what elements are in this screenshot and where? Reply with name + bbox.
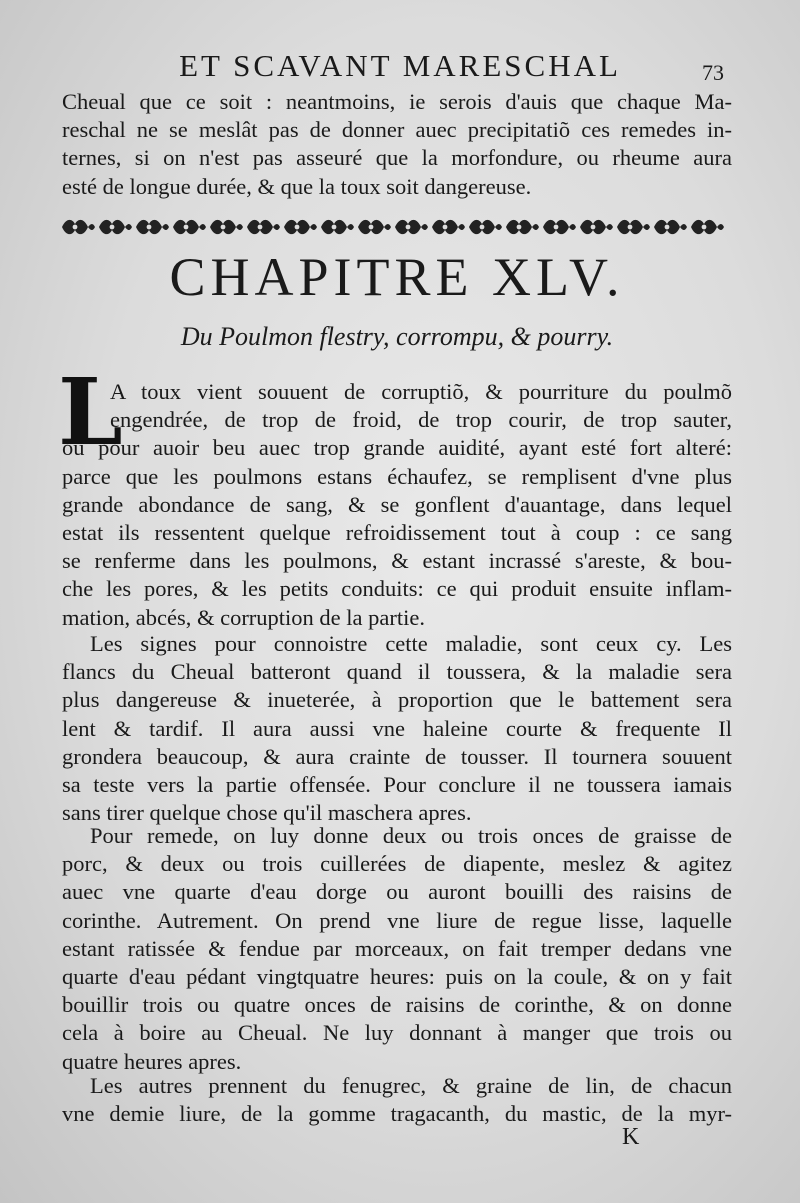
page-number: 73 (702, 60, 724, 85)
text-line: vne demie liure, de la gomme tragacanth, du mastic, de la myr- (62, 1101, 732, 1127)
paragraph-2 (62, 630, 732, 827)
fleuron-icon (136, 220, 169, 234)
text-line: Les autres prennent du fenugrec, & graine de lin, de chacun (90, 1073, 732, 1098)
text-line: A toux vient souuent de corruptiõ, & pourriture du poulmõ (110, 379, 732, 404)
paragraph-4 (62, 1072, 732, 1128)
fleuron-icon (543, 220, 576, 234)
text-line: lent & tardif. Il aura aussi vne haleine courte & frequente Il (62, 715, 732, 741)
text-line: bouillir trois ou quatre onces de raisins de corinthe, & on donne (62, 992, 732, 1018)
paragraph-1 (62, 378, 732, 632)
chapter-subtitle: Du Poulmon flestry, corrompu, & pourry. (180, 322, 614, 351)
carry-over-paragraph (62, 88, 732, 201)
fleuron-icon (173, 220, 206, 234)
text-line: ternes, si on n'est pas asseuré que la morfondure, ou rheume aura (62, 145, 732, 171)
text-line: auec vne quarte d'eau dorge ou auront bouilli des raisins de (62, 879, 732, 905)
running-head: ET SCAVANT MARESCHAL (179, 48, 621, 83)
fleuron-icon (284, 220, 317, 234)
text-line: ou pour auoir beu auec trop grande auidité, ayant esté fort alteré: (62, 435, 732, 461)
text-line: mation, abcés, & corruption de la partie. (62, 604, 425, 630)
fleuron-icon (469, 220, 502, 234)
fleuron-icon (506, 220, 539, 234)
paragraph-3 (62, 822, 732, 1076)
text-line: corinthe. Autrement. On prend vne liure de regue lisse, laquelle (62, 907, 732, 933)
text-line: grande abondance de sang, & se gonflent d'auantage, dans lequel (62, 491, 732, 517)
text-line: grondera beaucoup, & aura crainte de tousser. Il tournera souuent (62, 743, 732, 769)
text-line: Les signes pour connoistre cette maladie, sont ceux cy. Les (90, 631, 732, 656)
text-line: che les pores, & les petits conduits: ce qui produit ensuite inflam- (62, 576, 732, 602)
text-line: porc, & deux ou trois cuillerées de diapente, meslez & agitez (62, 851, 732, 877)
text-line: se renferme dans les poulmons, & estant incrassé s'areste, & bou- (62, 548, 732, 574)
fleuron-icon (617, 220, 650, 234)
text-line: estant ratissée & fendue par morceaux, on fait tremper dedans vne (62, 935, 732, 961)
text-line: Cheual que ce soit : neantmoins, ie serois d'auis que chaque Ma- (62, 89, 732, 114)
fleuron-icon (99, 220, 132, 234)
signature-mark: K (622, 1124, 640, 1150)
drop-cap-initial: L (58, 358, 123, 466)
text-line: quatre heures apres. (62, 1048, 242, 1074)
text-line: estat ils ressentent quelque refroidissement tout à coup : ce sang (62, 519, 732, 545)
fleuron-icon (358, 220, 391, 234)
text-line: flancs du Cheual batteront quand il toussera, & la maladie sera (62, 659, 732, 685)
fleuron-icon (580, 220, 613, 234)
fleuron-icon (62, 220, 95, 234)
fleuron-icon (432, 220, 465, 234)
text-line: quarte d'eau pédant vingtquatre heures: puis on la coule, & on y fait (62, 963, 732, 989)
text-line: reschal ne se meslât pas de donner auec precipitatiõ ces remedes in- (62, 117, 732, 143)
text-line: sa teste vers la partie offensée. Pour conclure il ne toussera iamais (62, 771, 732, 797)
fleuron-icon (321, 220, 354, 234)
fleuron-icon (691, 220, 724, 234)
text-line: parce que les poulmons estans échaufez, se remplisent d'vne plus (62, 463, 732, 489)
text-line: Pour remede, on luy donne deux ou trois onces de graisse de (90, 823, 732, 848)
text-line: sans tirer quelque chose qu'il maschera apres. (62, 800, 472, 826)
ornament-band-icon (60, 214, 725, 240)
fleuron-icon (247, 220, 280, 234)
fleuron-icon (395, 220, 428, 234)
chapter-title: CHAPITRE XLV. (169, 247, 625, 307)
text-line: esté de longue durée, & que la toux soit dangereuse. (62, 173, 532, 199)
fleuron-icon (210, 220, 243, 234)
text-line: plus dangereuse & inueterée, à proportion que le battement sera (62, 687, 732, 713)
fleuron-icon (654, 220, 687, 234)
text-line: engendrée, de trop de froid, de trop courir, de trop sauter, (110, 407, 732, 433)
text-line: cela à boire au Cheual. Ne luy donnant à manger que trois ou (62, 1020, 732, 1046)
